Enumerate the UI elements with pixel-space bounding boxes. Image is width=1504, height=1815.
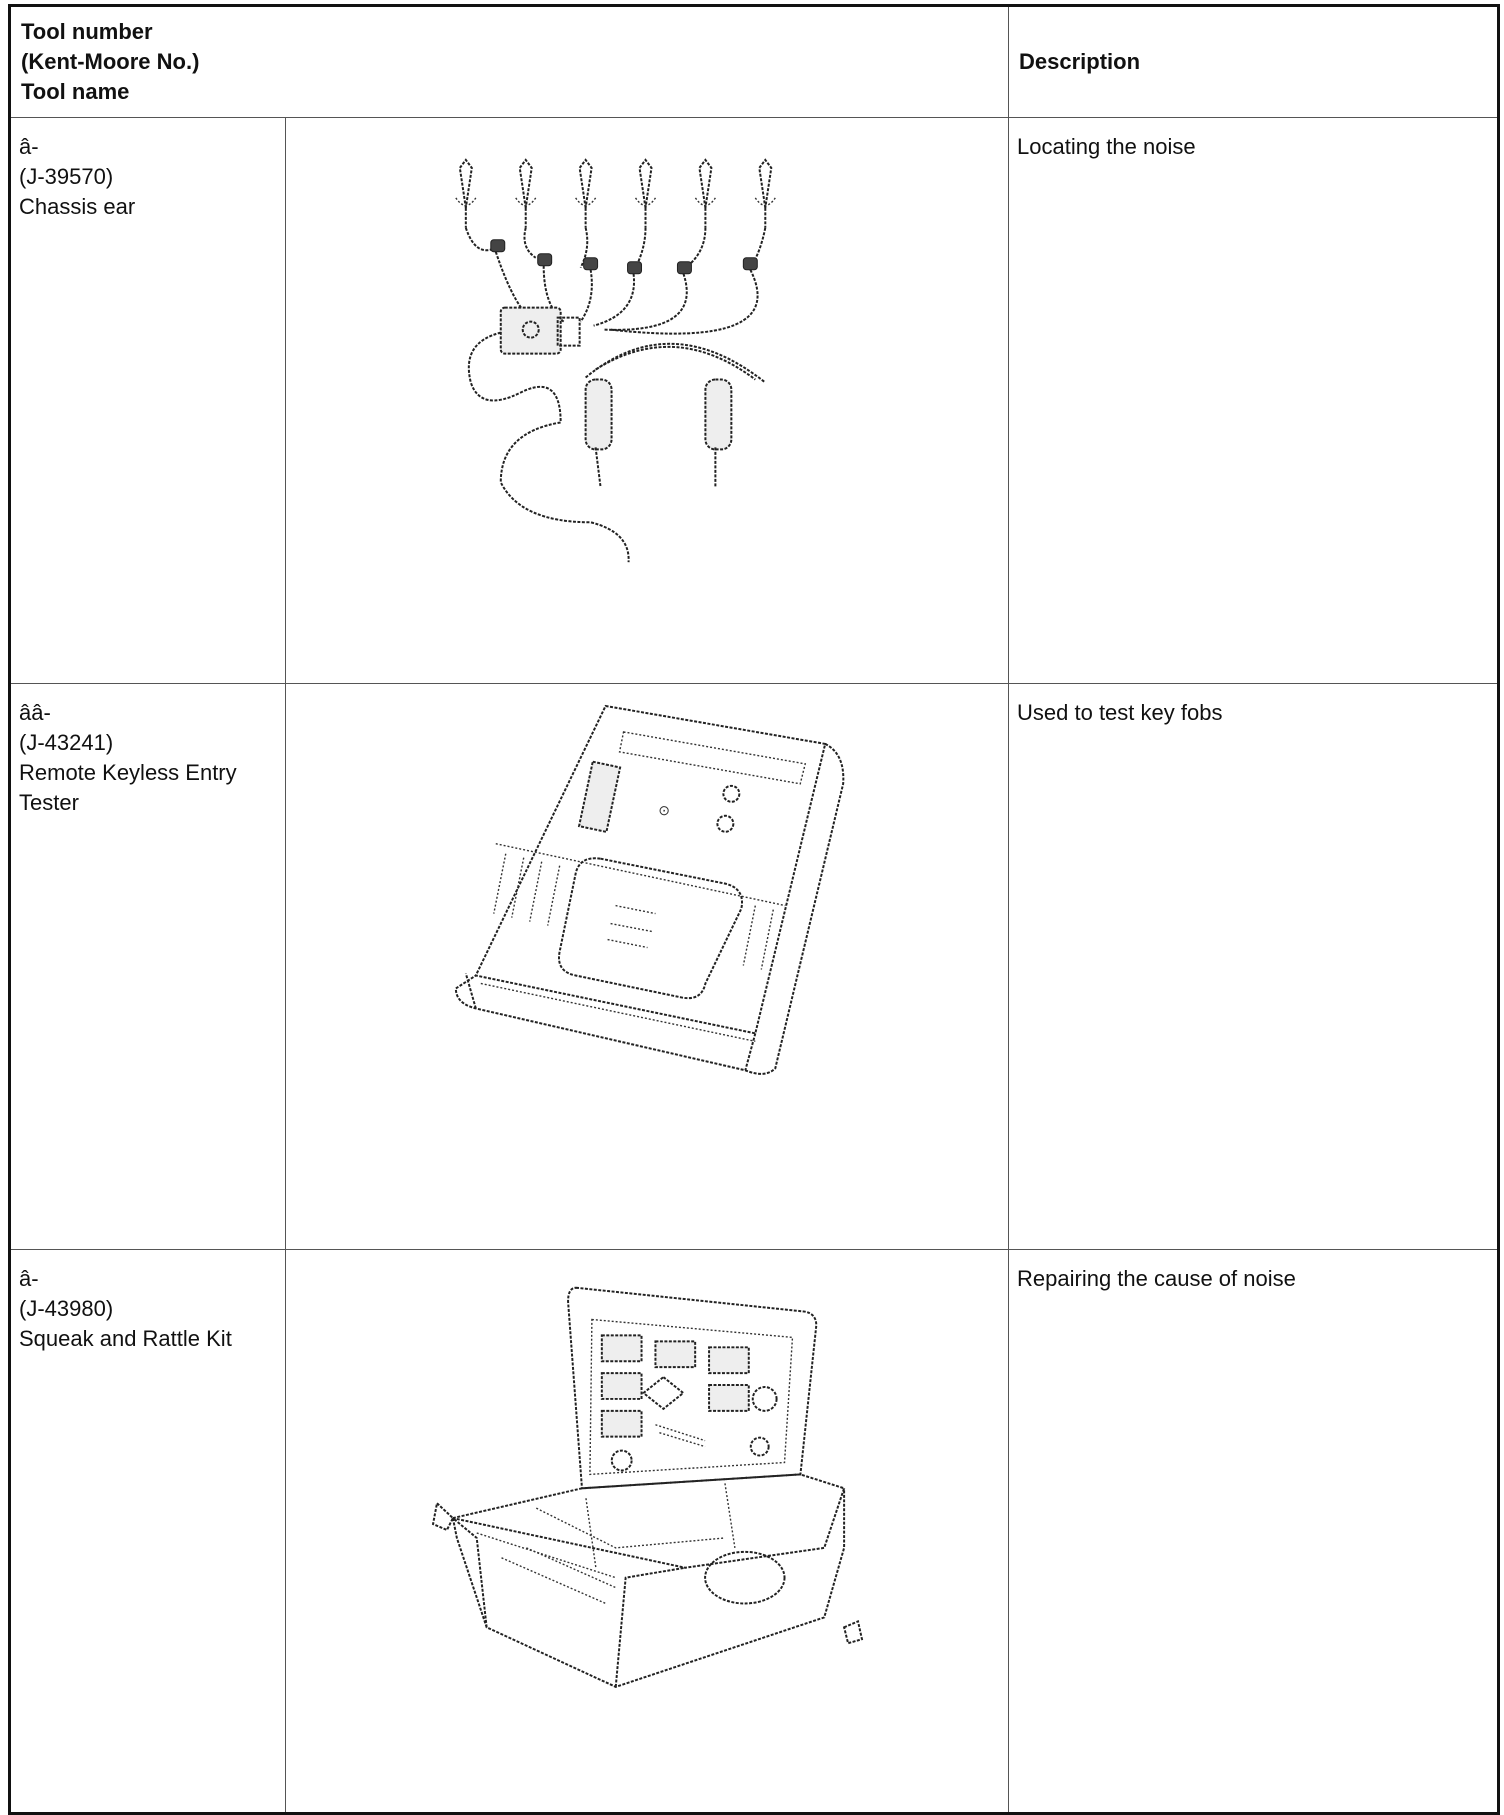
header-tool-info: [10, 6, 1009, 118]
tester-side-labels: [494, 854, 774, 970]
header-kent-moore-no: (Kent-Moore No.): [21, 49, 200, 74]
header-tool-name: Tool name: [21, 79, 130, 104]
kent-moore-number: (J-39570): [19, 164, 114, 189]
tool-description: Locating the noise: [1009, 118, 1499, 684]
tool-description: Repairing the cause of noise: [1009, 1250, 1499, 1814]
tool-name-cell: [10, 118, 286, 684]
tester-display-panel: [579, 732, 805, 832]
table-row: [10, 1250, 1499, 1814]
kent-moore-number: (J-43980): [19, 1296, 114, 1321]
tool-illustration-cell: [286, 118, 1009, 684]
tool-illustration-cell: [286, 1250, 1009, 1814]
kit-tray: [433, 1474, 862, 1686]
tool-name-continued: Tester: [19, 790, 79, 815]
tool-number: â-: [19, 1266, 39, 1291]
table-row: [10, 684, 1499, 1250]
alligator-clips: [456, 160, 775, 228]
special-tools-table: [8, 4, 1500, 1815]
tool-number: â-: [19, 134, 39, 159]
headphones: [586, 344, 766, 488]
kent-moore-number: (J-43241): [19, 730, 114, 755]
tool-name-cell: [10, 684, 286, 1250]
tester-body: [456, 706, 843, 1074]
tool-name: Remote Keyless Entry: [19, 760, 237, 785]
tool-name-cell: [10, 1250, 286, 1814]
remote-keyless-entry-tester-illustration: [286, 684, 1008, 1249]
kit-lid: [568, 1288, 816, 1489]
table-row: [10, 118, 1499, 684]
tool-number: ââ-: [19, 700, 51, 725]
tool-name: Chassis ear: [19, 194, 136, 219]
chassis-ear-illustration: [286, 118, 1008, 683]
tool-name: Squeak and Rattle Kit: [19, 1326, 232, 1351]
selector-box: [501, 308, 580, 354]
svg-text:⊙: ⊙: [656, 801, 672, 820]
tester-antenna-pad: [559, 858, 742, 998]
tool-description: Used to test key fobs: [1009, 684, 1499, 1250]
header-tool-number: Tool number: [21, 19, 153, 44]
squeak-rattle-kit-illustration: [286, 1250, 1008, 1812]
table-header-row: [10, 6, 1499, 118]
tool-illustration-cell: [286, 684, 1009, 1250]
header-description: Description: [1009, 6, 1499, 118]
